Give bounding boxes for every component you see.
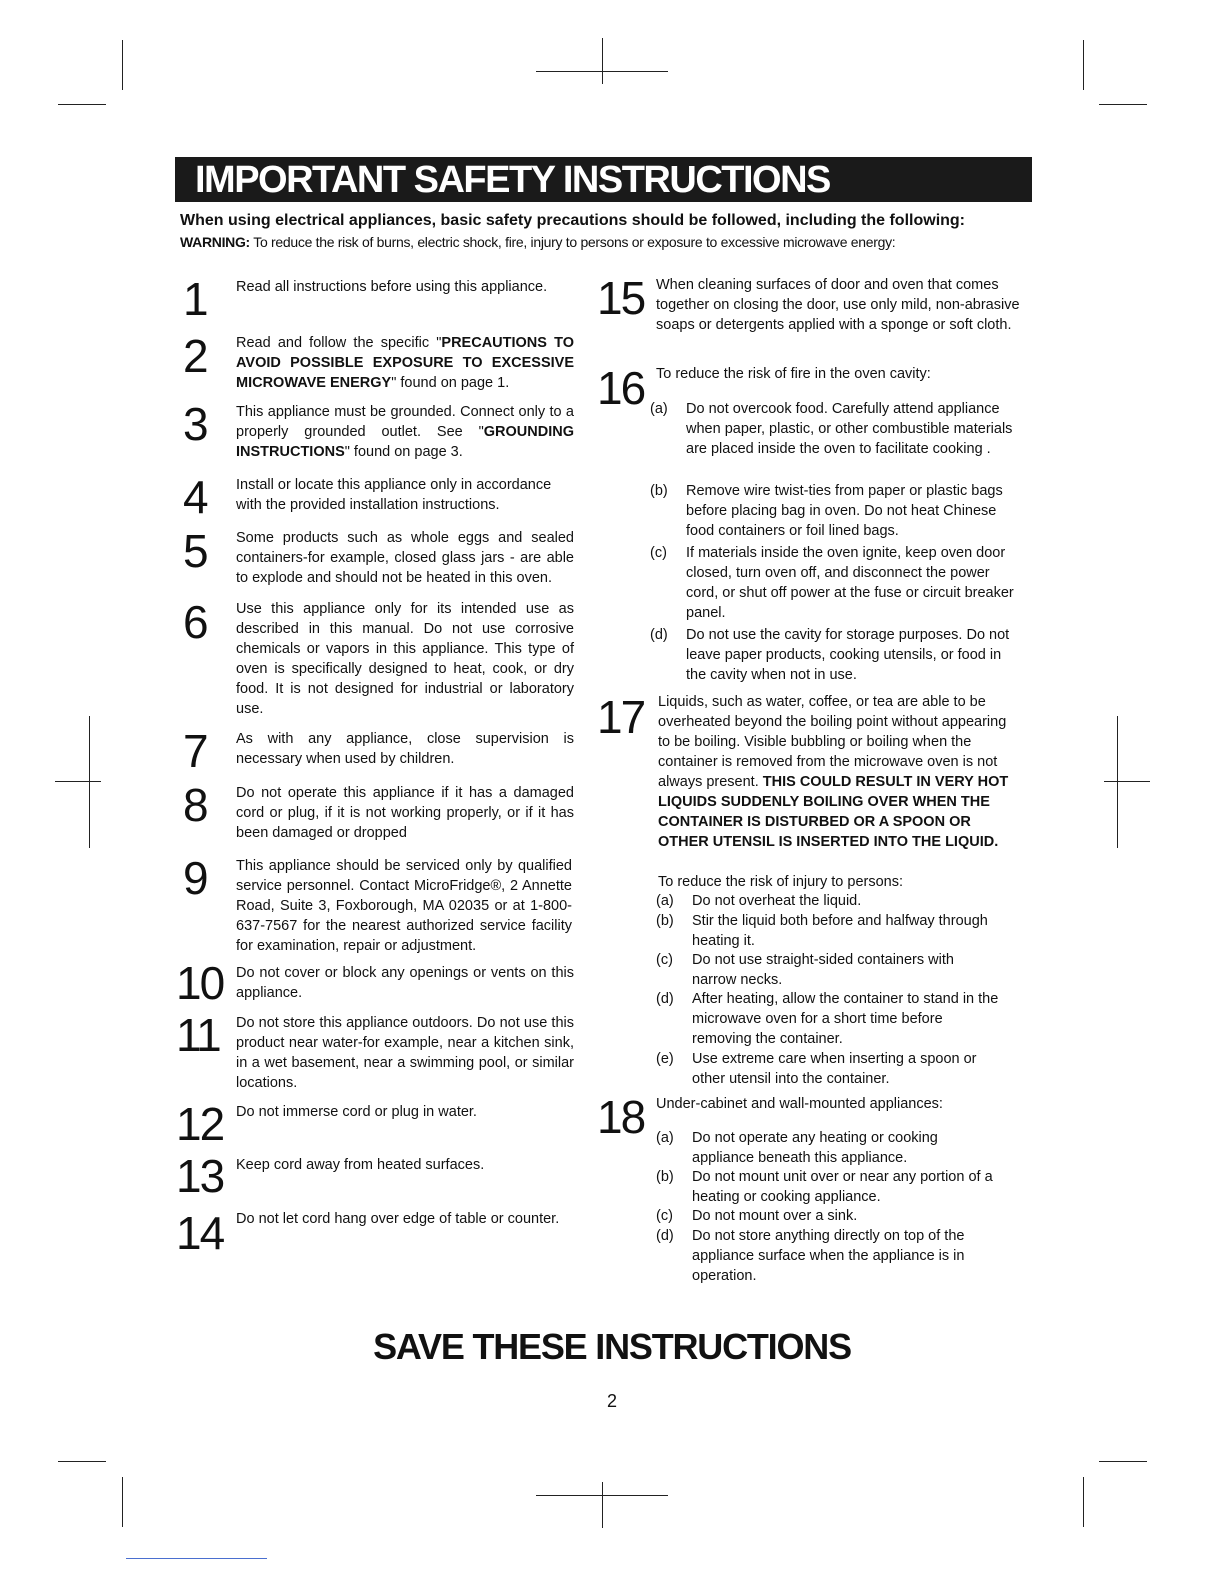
subitem-label: (b) <box>656 1169 674 1185</box>
item-text: Keep cord away from heated surfaces. <box>236 1157 485 1173</box>
item-text: As with any appliance, close supervision is necessary when used by children. <box>236 731 574 767</box>
crop-mark <box>1083 1477 1084 1527</box>
item-number: 9 <box>183 852 207 904</box>
item-text: Use this appliance only for its intended use as described in this manual. Do not use corrosive chemicals or vapors in this appliance. This type of oven is specifically designed to heat, cook, or dry food. It is not designed for industrial or laboratory use. <box>236 601 574 717</box>
subitem-label: (a) <box>656 893 674 909</box>
subitem-label: (d) <box>656 1228 674 1244</box>
subitem-text: Stir the liquid both before and halfway through heating it. <box>692 913 988 949</box>
item-number: 11 <box>176 1009 220 1061</box>
item-text-part: Liquids, such as water, coffee, or tea are able to be overheated beyond the boiling point without appearing to be boiling. Visible bubbling or boiling when the container is removed from the microwave oven is not always present. <box>658 694 1007 790</box>
subitem-label: (c) <box>650 545 667 561</box>
item-number: 16 <box>597 362 645 414</box>
item-number: 8 <box>183 779 207 831</box>
subitem-label: (a) <box>656 1130 674 1146</box>
item-number: 7 <box>183 725 207 777</box>
subitem-label: (d) <box>656 991 674 1007</box>
crop-mark <box>536 1495 668 1496</box>
item-text-part: " found on page 1. <box>391 375 510 391</box>
item-subintro: To reduce the risk of injury to persons: <box>658 874 904 890</box>
item-number: 15 <box>597 272 645 324</box>
subitem-text: Do not overheat the liquid. <box>692 893 862 909</box>
subitem-text: Use extreme care when inserting a spoon or other utensil into the container. <box>692 1051 977 1087</box>
item-text-part: This appliance must be grounded. Connect only to a properly grounded outlet. See " <box>236 404 574 440</box>
crop-mark <box>122 1477 123 1527</box>
page-title: IMPORTANT SAFETY INSTRUCTIONS <box>195 159 830 201</box>
crop-mark <box>1104 781 1150 782</box>
item-text: Do not let cord hang over edge of table or counter. <box>236 1211 560 1227</box>
warning-body: To reduce the risk of burns, electric shock, fire, injury to persons or exposure to excessive microwave energy: <box>249 234 896 250</box>
item-text: This appliance should be serviced only by qualified service personnel. Contact MicroFridge®, 2 Annette Road, Suite 3, Foxborough, MA 02035 or at 1-800-637-7567 for the nearest authorized service facility for examination, repair or adjustment. <box>236 858 572 954</box>
item-number: 18 <box>597 1091 645 1143</box>
subitem-text: Do not use the cavity for storage purposes. Do not leave paper products, cooking utensils, or food in the cavity when not in use. <box>686 627 1010 683</box>
item-text: Under-cabinet and wall-mounted appliances: <box>656 1096 943 1112</box>
subitem-text: After heating, allow the container to stand in the microwave oven for a short time before removing the container. <box>692 991 999 1047</box>
crop-mark <box>1099 104 1147 105</box>
subitem-text: Do not overcook food. Carefully attend appliance when paper, plastic, or other combustible materials are placed inside the oven to facilitate cooking . <box>686 401 1013 457</box>
crop-mark <box>602 1482 603 1528</box>
item-number: 12 <box>176 1098 224 1150</box>
item-text <box>236 402 574 462</box>
warning-text <box>180 231 1030 253</box>
crop-mark <box>58 1461 106 1462</box>
divider <box>126 1558 267 1559</box>
item-number: 10 <box>176 957 224 1009</box>
warning-label: WARNING: <box>180 234 250 250</box>
subitem-text: Do not operate any heating or cooking appliance beneath this appliance. <box>692 1130 938 1166</box>
save-instructions-heading: SAVE THESE INSTRUCTIONS <box>373 1326 851 1367</box>
crop-mark <box>89 716 90 848</box>
item-text-bold: THIS COULD RESULT IN VERY HOT LIQUIDS SUDDENLY BOILING OVER WHEN THE CONTAINER IS DISTURBED OR A SPOON OR OTHER UTENSIL IS INSERTED INTO THE LIQUID. <box>658 774 1009 850</box>
subitem-text: Do not use straight-sided containers with narrow necks. <box>692 952 954 988</box>
page-number: 2 <box>606 1391 617 1411</box>
item-text: Do not immerse cord or plug in water. <box>236 1104 477 1120</box>
subitem-label: (b) <box>656 913 674 929</box>
subitem-text: Do not mount unit over or near any portion of a heating or cooking appliance. <box>692 1169 993 1205</box>
item-text: Read all instructions before using this appliance. <box>236 279 548 295</box>
crop-mark <box>122 40 123 90</box>
subitem-text: If materials inside the oven ignite, keep oven door closed, turn oven off, and disconnect the power cord, or shut off power at the fuse or circuit breaker panel. <box>686 545 1014 621</box>
subitem-label: (d) <box>650 627 668 643</box>
item-number: 17 <box>597 691 645 743</box>
crop-mark <box>1117 716 1118 848</box>
lead-text: When using electrical appliances, basic safety precautions should be followed, including the following: <box>180 212 966 229</box>
item-text-bold: GROUNDING INSTRUCTIONS <box>236 424 574 460</box>
crop-mark <box>58 104 106 105</box>
item-text: Do not cover or block any openings or vents on this appliance. <box>236 965 574 1001</box>
crop-mark <box>55 781 101 782</box>
intro <box>180 211 1030 253</box>
item-text <box>658 692 1018 852</box>
item-text <box>236 333 574 393</box>
item-number: 5 <box>183 525 207 577</box>
item-text: Some products such as whole eggs and sealed containers-for example, closed glass jars - are able to explode and should not be heated in this oven. <box>236 530 574 586</box>
item-number: 3 <box>183 398 207 450</box>
item-text: Install or locate this appliance only in accordance with the provided installation instructions. <box>236 477 552 513</box>
item-number: 14 <box>176 1207 224 1259</box>
subitem-label: (a) <box>650 401 668 417</box>
item-number: 6 <box>183 596 207 648</box>
subitem-text: Remove wire twist-ties from paper or plastic bags before placing bag in oven. Do not heat Chinese food containers or foil lined bags. <box>686 483 1003 539</box>
item-number: 2 <box>183 330 207 382</box>
item-text: Do not store this appliance outdoors. Do not use this product near water-for example, near a kitchen sink, in a wet basement, near a swimming pool, or similar locations. <box>236 1015 574 1091</box>
item-text-part: Read and follow the specific " <box>236 335 442 351</box>
item-text-part: " found on page 3. <box>344 444 463 460</box>
title-banner <box>175 157 1032 202</box>
crop-mark <box>1083 40 1084 90</box>
item-text: Do not operate this appliance if it has a damaged cord or plug, if it is not working properly, or if it has been damaged or dropped <box>236 785 574 841</box>
item-text: To reduce the risk of fire in the oven cavity: <box>656 366 931 382</box>
subitem-text: Do not store anything directly on top of the appliance surface when the appliance is in operation. <box>692 1228 965 1284</box>
crop-mark <box>602 38 603 84</box>
item-number: 13 <box>176 1150 224 1202</box>
item-number: 1 <box>183 273 207 325</box>
item-text-bold: PRECAUTIONS TO AVOID POSSIBLE EXPOSURE TO EXCESSIVE MICROWAVE ENERGY <box>236 335 574 391</box>
crop-mark <box>1099 1461 1147 1462</box>
subitem-text: Do not mount over a sink. <box>692 1208 858 1224</box>
item-text: When cleaning surfaces of door and oven that comes together on closing the door, use only mild, non-abrasive soaps or detergents applied with a sponge or soft cloth. <box>656 277 1020 333</box>
subitem-label: (c) <box>656 952 673 968</box>
crop-mark <box>536 71 668 72</box>
subitem-label: (b) <box>650 483 668 499</box>
subitem-label: (c) <box>656 1208 673 1224</box>
item-number: 4 <box>183 471 207 523</box>
subitem-label: (e) <box>656 1051 674 1067</box>
